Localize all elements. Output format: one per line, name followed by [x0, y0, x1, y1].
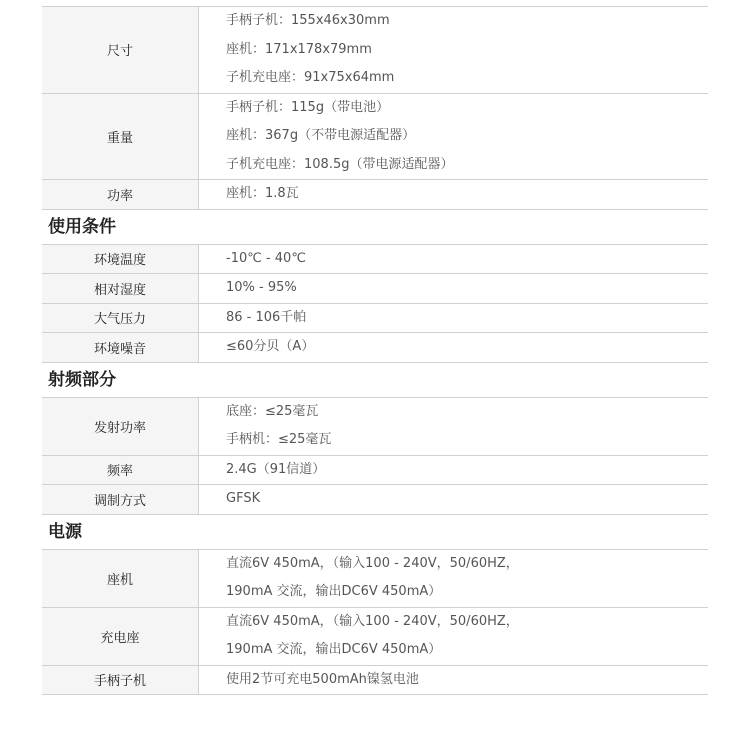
spec-row — [42, 180, 708, 210]
spec-label: 大气压力 — [42, 304, 199, 333]
spec-values — [199, 666, 708, 695]
section-title: 射频部分 — [48, 369, 116, 390]
spec-value: 座机：171x178x79mm — [226, 41, 372, 57]
spec-value: 10% - 95% — [226, 280, 297, 295]
spec-value: 手柄机：≤25毫瓦 — [226, 432, 332, 447]
spec-values — [199, 550, 708, 607]
spec-row — [42, 94, 708, 181]
spec-values — [199, 456, 708, 485]
spec-row — [42, 244, 708, 275]
spec-row — [42, 6, 708, 94]
spec-value: 手柄子机：155x46x30mm — [226, 13, 390, 28]
spec-row — [42, 549, 708, 608]
spec-sheet — [42, 6, 708, 695]
spec-value: -10℃ - 40℃ — [226, 250, 306, 266]
spec-values — [199, 398, 708, 455]
spec-label: 相对湿度 — [42, 274, 199, 303]
spec-value: 190mA 交流，输出DC6V 450mA） — [226, 584, 442, 599]
spec-label: 频率 — [42, 456, 199, 485]
spec-value: 子机充电座：108.5g（带电源适配器） — [226, 156, 454, 172]
spec-label: 座机 — [42, 550, 199, 607]
spec-value: 2.4G（91信道） — [226, 461, 326, 477]
spec-row — [42, 485, 708, 515]
spec-value: 190mA 交流，输出DC6V 450mA） — [226, 642, 442, 657]
spec-row — [42, 274, 708, 304]
spec-row — [42, 456, 708, 486]
spec-row — [42, 666, 708, 696]
spec-label: 功率 — [42, 180, 199, 209]
spec-row — [42, 304, 708, 334]
spec-value: 直流6V 450mA，（输入100 - 240V，50/60HZ， — [226, 555, 519, 571]
spec-label: 调制方式 — [42, 485, 199, 514]
spec-row — [42, 397, 708, 456]
spec-values — [199, 7, 708, 93]
spec-value: 座机：367g（不带电源适配器） — [226, 128, 416, 143]
spec-label: 手柄子机 — [42, 666, 199, 695]
spec-label: 尺寸 — [42, 7, 199, 93]
spec-values — [199, 304, 708, 333]
spec-value: 手柄子机：115g（带电池） — [226, 99, 390, 115]
spec-values — [199, 180, 708, 209]
spec-value: 底座：≤25毫瓦 — [226, 403, 319, 419]
spec-label: 重量 — [42, 94, 199, 180]
spec-value: 子机充电座：91x75x64mm — [226, 70, 395, 85]
spec-values — [199, 485, 708, 514]
spec-label: 环境温度 — [42, 245, 199, 274]
spec-label: 环境噪音 — [42, 333, 199, 362]
section-title: 使用条件 — [48, 216, 116, 237]
spec-values — [199, 94, 708, 180]
spec-value: ≤60分贝（A） — [226, 339, 315, 354]
spec-values — [199, 333, 708, 362]
spec-values — [199, 274, 708, 303]
section-title: 电源 — [48, 521, 82, 542]
spec-label: 充电座 — [42, 608, 199, 665]
spec-value: 86 - 106千帕 — [226, 309, 307, 325]
spec-row — [42, 608, 708, 666]
spec-label: 发射功率 — [42, 398, 199, 455]
spec-value: 直流6V 450mA，（输入100 - 240V，50/60HZ， — [226, 613, 519, 629]
spec-values — [199, 245, 708, 274]
spec-values — [199, 608, 708, 665]
spec-value: 座机：1.8瓦 — [226, 186, 299, 201]
spec-value: 使用2节可充电500mAh镍氢电池 — [226, 671, 419, 687]
spec-value: GFSK — [226, 491, 261, 506]
spec-row — [42, 333, 708, 363]
